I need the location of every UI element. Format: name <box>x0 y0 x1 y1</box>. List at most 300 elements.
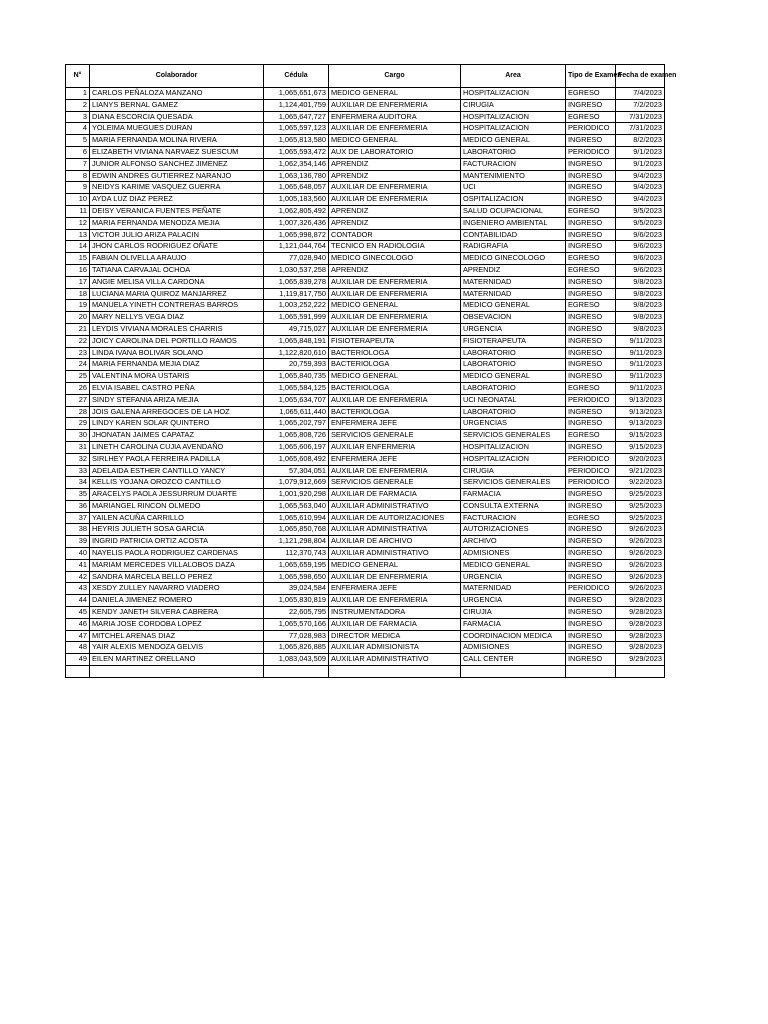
cell-fecha-examen: 9/4/2023 <box>616 182 665 194</box>
exam-register-table <box>65 64 677 678</box>
cell-cargo: MEDICO GENERAL <box>329 300 461 312</box>
cell-cedula: 57,304,051 <box>264 465 329 477</box>
table-row <box>66 229 665 241</box>
cell-tipo-examen: INGRESO <box>566 241 616 253</box>
cell-no: 15 <box>66 253 90 265</box>
cell-colaborador: ADELAIDA ESTHER CANTILLO YANCY <box>90 465 264 477</box>
header-cargo: Cargo <box>329 65 461 88</box>
cell-no: 36 <box>66 500 90 512</box>
table-row <box>66 441 665 453</box>
table-row <box>66 642 665 654</box>
cell-colaborador: KELLIS YOJANA OROZCO CANTILLO <box>90 477 264 489</box>
cell-area: MEDICO GENERAL <box>461 135 566 147</box>
table-row <box>66 123 665 135</box>
cell-tipo-examen: INGRESO <box>566 229 616 241</box>
cell-area: SALUD OCUPACIONAL <box>461 205 566 217</box>
cell-cargo: AUXILIAR ENFERMERIA <box>329 441 461 453</box>
cell-area: CALL CENTER <box>461 654 566 666</box>
cell-cedula: 1,065,634,707 <box>264 394 329 406</box>
cell-area: RADIGRAFIA <box>461 241 566 253</box>
cell-colaborador: NAYELIS PAOLA RODRIGUEZ CARDENAS <box>90 548 264 560</box>
cell-tipo-examen: EGRESO <box>566 205 616 217</box>
cell-cargo: AUXILIAR ADMINISTRATIVA <box>329 524 461 536</box>
cell-no: 6 <box>66 146 90 158</box>
header-row <box>66 65 665 88</box>
table-row <box>66 135 665 147</box>
cell-fecha-examen: 9/8/2023 <box>616 323 665 335</box>
cell-cedula: 1,065,563,040 <box>264 500 329 512</box>
cell-cargo: AUXILIAR DE ENFERMERIA <box>329 182 461 194</box>
cell-no: 42 <box>66 571 90 583</box>
table-row <box>66 371 665 383</box>
table-row <box>66 630 665 642</box>
cell-cargo: AUXILIAR ADMINISTRATIVO <box>329 500 461 512</box>
table-row <box>66 300 665 312</box>
cell-cargo: BACTERIOLOGA <box>329 359 461 371</box>
cell-cedula: 77,028,940 <box>264 253 329 265</box>
cell-tipo-examen: EGRESO <box>566 382 616 394</box>
cell-tipo-examen: EGRESO <box>566 430 616 442</box>
cell-tipo-examen: INGRESO <box>566 642 616 654</box>
cell-colaborador: YOLEIMA MUEGUES DURAN <box>90 123 264 135</box>
cell-cedula: 77,028,983 <box>264 630 329 642</box>
cell-fecha-examen: 9/25/2023 <box>616 489 665 501</box>
cell-cedula: 1,122,820,610 <box>264 347 329 359</box>
cell-fecha-examen: 9/4/2023 <box>616 170 665 182</box>
cell-fecha-examen: 9/5/2023 <box>616 217 665 229</box>
cell-no: 22 <box>66 335 90 347</box>
cell-cargo: ENFERMERA JEFE <box>329 453 461 465</box>
table-row <box>66 430 665 442</box>
cell-cargo: APRENDIZ <box>329 205 461 217</box>
cell-fecha-examen: 9/26/2023 <box>616 583 665 595</box>
cell-no: 1 <box>66 88 90 100</box>
cell-cargo: AUXILIAR DE FARMACIA <box>329 618 461 630</box>
cell-area: URGENCIA <box>461 323 566 335</box>
cell-area: CONSULTA EXTERNA <box>461 500 566 512</box>
cell-area: LABORATORIO <box>461 406 566 418</box>
cell-no: 27 <box>66 394 90 406</box>
cell-tipo-examen: INGRESO <box>566 489 616 501</box>
cell-cedula: 1,121,044,764 <box>264 241 329 253</box>
cell-no: 14 <box>66 241 90 253</box>
cell-colaborador: ELIZABETH VIVIANA NARVAEZ SUESCUM <box>90 146 264 158</box>
cell-fecha-examen <box>616 666 665 678</box>
cell-cedula: 1,065,651,673 <box>264 88 329 100</box>
cell-tipo-examen: EGRESO <box>566 253 616 265</box>
cell-tipo-examen: INGRESO <box>566 559 616 571</box>
table-row <box>66 335 665 347</box>
cell-colaborador: CARLOS PEÑALOZA MANZANO <box>90 88 264 100</box>
cell-area: CIRUJIA <box>461 607 566 619</box>
cell-cedula: 1,065,813,580 <box>264 135 329 147</box>
cell-fecha-examen: 9/26/2023 <box>616 571 665 583</box>
table-header <box>66 65 677 88</box>
cell-area: URGENCIA <box>461 571 566 583</box>
cell-no: 48 <box>66 642 90 654</box>
table-row <box>66 182 665 194</box>
cell-area: LABORATORIO <box>461 146 566 158</box>
table-row <box>66 512 665 524</box>
cell-no: 34 <box>66 477 90 489</box>
cell-tipo-examen: INGRESO <box>566 135 616 147</box>
cell-tipo-examen: PERIODICO <box>566 583 616 595</box>
cell-cedula: 1,065,608,492 <box>264 453 329 465</box>
cell-fecha-examen: 9/1/2023 <box>616 158 665 170</box>
cell-tipo-examen: INGRESO <box>566 288 616 300</box>
cell-cargo: BACTERIOLOGA <box>329 406 461 418</box>
cell-colaborador: SINDY STEFANIA ARIZA MEJIA <box>90 394 264 406</box>
cell-cargo: BACTERIOLOGA <box>329 382 461 394</box>
cell-tipo-examen: INGRESO <box>566 548 616 560</box>
cell-colaborador: LINETH CAROLINA CUJIA AVENDAÑO <box>90 441 264 453</box>
cell-no: 25 <box>66 371 90 383</box>
cell-tipo-examen: PERIODICO <box>566 394 616 406</box>
cell-cedula: 112,370,743 <box>264 548 329 560</box>
cell-area: FARMACIA <box>461 489 566 501</box>
cell-cargo: AUXILIAR DE ENFERMERIA <box>329 312 461 324</box>
table-row <box>66 524 665 536</box>
cell-area: HOSPITALIZACION <box>461 123 566 135</box>
table-row <box>66 323 665 335</box>
cell-colaborador: LUCIANA MARIA QUIROZ MANJARREZ <box>90 288 264 300</box>
cell-cargo: AUXILIAR ADMINISTRATIVO <box>329 654 461 666</box>
cell-fecha-examen: 9/6/2023 <box>616 241 665 253</box>
cell-colaborador: JHONATAN JAIMES CAPATAZ <box>90 430 264 442</box>
cell-tipo-examen: INGRESO <box>566 418 616 430</box>
cell-tipo-examen: PERIODICO <box>566 477 616 489</box>
cell-tipo-examen: EGRESO <box>566 300 616 312</box>
cell-fecha-examen: 9/22/2023 <box>616 477 665 489</box>
cell-colaborador: DEISY VERANICA FUENTES PEÑATE <box>90 205 264 217</box>
cell-area: ADMISIONES <box>461 642 566 654</box>
cell-no: 43 <box>66 583 90 595</box>
cell-tipo-examen: INGRESO <box>566 607 616 619</box>
table-row <box>66 571 665 583</box>
cell-cedula: 1,065,839,278 <box>264 276 329 288</box>
cell-no: 29 <box>66 418 90 430</box>
cell-fecha-examen: 8/2/2023 <box>616 135 665 147</box>
cell-area: MATERNIDAD <box>461 288 566 300</box>
cell-no: 37 <box>66 512 90 524</box>
cell-cargo: MEDICO GENERAL <box>329 371 461 383</box>
cell-colaborador: KENDY JANETH SILVERA CABRERA <box>90 607 264 619</box>
cell-area: INGENIERO AMBIENTAL <box>461 217 566 229</box>
cell-colaborador: VICTOR JULIO ARIZA PALACIN <box>90 229 264 241</box>
cell-no: 30 <box>66 430 90 442</box>
cell-fecha-examen: 9/11/2023 <box>616 371 665 383</box>
cell-cargo: AUXILIAR DE ENFERMERIA <box>329 123 461 135</box>
cell-cargo: MEDICO GENERAL <box>329 88 461 100</box>
header-no: N° <box>66 65 90 88</box>
table-row <box>66 382 665 394</box>
cell-no: 28 <box>66 406 90 418</box>
cell-colaborador: XESDY ZULLEY NAVARRO VIADERO <box>90 583 264 595</box>
cell-area <box>461 666 566 678</box>
cell-cedula: 1,065,826,885 <box>264 642 329 654</box>
cell-area: APRENDIZ <box>461 264 566 276</box>
cell-colaborador: ANGIE MELISA VILLA CARDONA <box>90 276 264 288</box>
cell-cedula: 1,065,998,872 <box>264 229 329 241</box>
table-row <box>66 170 665 182</box>
cell-area: MATERNIDAD <box>461 583 566 595</box>
cell-cargo: AUXILIAR DE ENFERMERIA <box>329 194 461 206</box>
cell-no: 33 <box>66 465 90 477</box>
cell-cargo: DIRECTOR MEDICA <box>329 630 461 642</box>
table-row <box>66 241 665 253</box>
cell-cedula: 1,065,659,195 <box>264 559 329 571</box>
cell-colaborador: LIANYS BERNAL GAMEZ <box>90 99 264 111</box>
cell-area: FISIOTERAPEUTA <box>461 335 566 347</box>
cell-fecha-examen: 9/28/2023 <box>616 595 665 607</box>
cell-cargo: AUXILIAR DE ENFERMERIA <box>329 323 461 335</box>
cell-cedula: 1,065,648,057 <box>264 182 329 194</box>
table-row <box>66 489 665 501</box>
table-row <box>66 194 665 206</box>
cell-no: 38 <box>66 524 90 536</box>
cell-cedula: 1,065,850,768 <box>264 524 329 536</box>
cell-area: HOSPITALIZACION <box>461 441 566 453</box>
table-row <box>66 359 665 371</box>
cell-fecha-examen: 9/26/2023 <box>616 536 665 548</box>
cell-cargo: AUXILIAR DE ARCHIVO <box>329 536 461 548</box>
cell-area: URGENCIAS <box>461 418 566 430</box>
table-row <box>66 394 665 406</box>
cell-tipo-examen: INGRESO <box>566 182 616 194</box>
cell-no: 18 <box>66 288 90 300</box>
cell-tipo-examen: EGRESO <box>566 264 616 276</box>
table-row <box>66 264 665 276</box>
cell-fecha-examen: 7/4/2023 <box>616 88 665 100</box>
cell-cargo <box>329 666 461 678</box>
cell-colaborador <box>90 666 264 678</box>
cell-fecha-examen: 9/29/2023 <box>616 654 665 666</box>
cell-cedula: 1,065,570,166 <box>264 618 329 630</box>
cell-no: 32 <box>66 453 90 465</box>
cell-area: MANTENIMIENTO <box>461 170 566 182</box>
cell-colaborador: TATIANA CARVAJAL OCHOA <box>90 264 264 276</box>
cell-fecha-examen: 9/5/2023 <box>616 205 665 217</box>
cell-cedula: 1,065,598,650 <box>264 571 329 583</box>
cell-cargo: ENFERMERA AUDITORA <box>329 111 461 123</box>
cell-colaborador: FABIAN OLIVELLA ARAUJO <box>90 253 264 265</box>
cell-area: URGENCIA <box>461 595 566 607</box>
cell-area: MEDICO GENERAL <box>461 300 566 312</box>
table-row <box>66 99 665 111</box>
cell-no: 40 <box>66 548 90 560</box>
cell-cargo: APRENDIZ <box>329 264 461 276</box>
cell-fecha-examen: 9/13/2023 <box>616 418 665 430</box>
cell-colaborador: JUNIOR ALFONSO SANCHEZ JIMENEZ <box>90 158 264 170</box>
cell-cedula: 1,065,606,197 <box>264 441 329 453</box>
cell-no: 26 <box>66 382 90 394</box>
table-row <box>66 618 665 630</box>
cell-no: 31 <box>66 441 90 453</box>
cell-colaborador: EDWIN ANDRES GUTIERREZ NARANJO <box>90 170 264 182</box>
cell-fecha-examen: 9/25/2023 <box>616 512 665 524</box>
cell-cargo: MEDICO GENERAL <box>329 559 461 571</box>
cell-colaborador: YAIR ALEXIS MENDOZA GELVIS <box>90 642 264 654</box>
cell-area: FACTURACION <box>461 512 566 524</box>
cell-no: 10 <box>66 194 90 206</box>
table-row <box>66 288 665 300</box>
cell-area: FARMACIA <box>461 618 566 630</box>
table-row <box>66 465 665 477</box>
cell-fecha-examen: 9/1/2023 <box>616 146 665 158</box>
cell-no: 49 <box>66 654 90 666</box>
cell-cedula: 1,083,043,509 <box>264 654 329 666</box>
cell-colaborador: DIANA ESCORCIA QUESADA <box>90 111 264 123</box>
cell-area: UCI <box>461 182 566 194</box>
cell-fecha-examen: 9/28/2023 <box>616 630 665 642</box>
cell-tipo-examen: INGRESO <box>566 347 616 359</box>
cell-area: CIRUGIA <box>461 465 566 477</box>
cell-no: 47 <box>66 630 90 642</box>
cell-area: MEDICO GENERAL <box>461 371 566 383</box>
cell-cargo: APRENDIZ <box>329 217 461 229</box>
cell-no: 12 <box>66 217 90 229</box>
cell-cedula: 1,119,817,750 <box>264 288 329 300</box>
cell-fecha-examen: 9/28/2023 <box>616 618 665 630</box>
cell-no: 45 <box>66 607 90 619</box>
table-row <box>66 500 665 512</box>
cell-fecha-examen: 9/11/2023 <box>616 382 665 394</box>
cell-cedula: 1,005,183,560 <box>264 194 329 206</box>
cell-fecha-examen: 9/6/2023 <box>616 264 665 276</box>
cell-cedula: 1,030,537,258 <box>264 264 329 276</box>
cell-cedula: 1,065,830,819 <box>264 595 329 607</box>
cell-colaborador: MITCHEL ARENAS DIAZ <box>90 630 264 642</box>
cell-colaborador: MANUELA YINETH CONTRERAS BARROS <box>90 300 264 312</box>
cell-fecha-examen: 9/28/2023 <box>616 607 665 619</box>
cell-tipo-examen: PERIODICO <box>566 146 616 158</box>
table-row <box>66 217 665 229</box>
cell-area: MATERNIDAD <box>461 276 566 288</box>
cell-cedula: 1,065,840,735 <box>264 371 329 383</box>
cell-cedula: 1,065,591,999 <box>264 312 329 324</box>
cell-tipo-examen: INGRESO <box>566 312 616 324</box>
cell-cedula: 1,065,611,440 <box>264 406 329 418</box>
cell-fecha-examen: 9/8/2023 <box>616 312 665 324</box>
cell-cargo: AUXILIAR DE ENFERMERIA <box>329 595 461 607</box>
table-row <box>66 666 665 678</box>
cell-cedula: 1,065,848,191 <box>264 335 329 347</box>
cell-tipo-examen <box>566 666 616 678</box>
cell-tipo-examen: INGRESO <box>566 217 616 229</box>
cell-colaborador: INGRID PATRICIA ORTIZ ACOSTA <box>90 536 264 548</box>
cell-fecha-examen: 9/13/2023 <box>616 406 665 418</box>
cell-cedula: 1,003,252,222 <box>264 300 329 312</box>
cell-area: COORDINACION MEDICA <box>461 630 566 642</box>
cell-area: OBSEVACION <box>461 312 566 324</box>
cell-cedula: 39,024,584 <box>264 583 329 595</box>
table-row <box>66 595 665 607</box>
cell-area: LABORATORIO <box>461 359 566 371</box>
cell-cedula <box>264 666 329 678</box>
cell-cargo: SERVICIOS GENERALE <box>329 477 461 489</box>
header-colaborador: Colaborador <box>90 65 264 88</box>
cell-no: 16 <box>66 264 90 276</box>
cell-cargo: INSTRUMENTADORA <box>329 607 461 619</box>
cell-cedula: 1,121,298,804 <box>264 536 329 548</box>
cell-area: ADMISIONES <box>461 548 566 560</box>
cell-no <box>66 666 90 678</box>
cell-cedula: 1,124,401,759 <box>264 99 329 111</box>
cell-tipo-examen: INGRESO <box>566 630 616 642</box>
header-cedula: Cédula <box>264 65 329 88</box>
cell-area: LABORATORIO <box>461 382 566 394</box>
table-row <box>66 111 665 123</box>
cell-cedula: 1,063,136,780 <box>264 170 329 182</box>
cell-tipo-examen: PERIODICO <box>566 453 616 465</box>
cell-tipo-examen: INGRESO <box>566 595 616 607</box>
cell-cargo: AUXILIAR DE ENFERMERIA <box>329 465 461 477</box>
cell-colaborador: VALENTINA MORA USTARIS <box>90 371 264 383</box>
cell-no: 23 <box>66 347 90 359</box>
cell-tipo-examen: INGRESO <box>566 441 616 453</box>
cell-colaborador: JOICY CAROLINA DEL PORTILLO RAMOS <box>90 335 264 347</box>
cell-tipo-examen: INGRESO <box>566 359 616 371</box>
table-row <box>66 548 665 560</box>
cell-tipo-examen: INGRESO <box>566 536 616 548</box>
cell-cargo: AUXILIAR DE AUTORIZACIONES <box>329 512 461 524</box>
cell-cedula: 20,759,393 <box>264 359 329 371</box>
cell-area: SERVICIOS GENERALES <box>461 430 566 442</box>
cell-area: MEDICO GENERAL <box>461 559 566 571</box>
cell-no: 13 <box>66 229 90 241</box>
cell-tipo-examen: INGRESO <box>566 571 616 583</box>
table-row <box>66 88 665 100</box>
cell-fecha-examen: 9/25/2023 <box>616 500 665 512</box>
cell-fecha-examen: 9/8/2023 <box>616 300 665 312</box>
cell-cedula: 1,062,805,492 <box>264 205 329 217</box>
cell-cedula: 1,065,202,797 <box>264 418 329 430</box>
cell-colaborador: LEYDIS VIVIANA MORALES CHARRIS <box>90 323 264 335</box>
cell-colaborador: LINDY KAREN SOLAR QUINTERO <box>90 418 264 430</box>
cell-fecha-examen: 9/4/2023 <box>616 194 665 206</box>
cell-area: SERVICIOS GENERALES <box>461 477 566 489</box>
cell-tipo-examen: PERIODICO <box>566 123 616 135</box>
cell-tipo-examen: INGRESO <box>566 406 616 418</box>
cell-no: 19 <box>66 300 90 312</box>
cell-cedula: 1,065,597,123 <box>264 123 329 135</box>
table-row <box>66 607 665 619</box>
cell-colaborador: AYDA LUZ DIAZ PEREZ <box>90 194 264 206</box>
cell-area: ARCHIVO <box>461 536 566 548</box>
cell-colaborador: SIRLHEY PAOLA FERREIRA PADILLA <box>90 453 264 465</box>
cell-colaborador: MARIANGEL RINCON OLMEDO <box>90 500 264 512</box>
cell-cargo: MEDICO GENERAL <box>329 135 461 147</box>
table-row <box>66 312 665 324</box>
cell-no: 9 <box>66 182 90 194</box>
cell-fecha-examen: 9/6/2023 <box>616 253 665 265</box>
cell-cedula: 1,007,326,436 <box>264 217 329 229</box>
cell-area: HOSPITALIZACION <box>461 88 566 100</box>
header-tipo-examen: Tipo de Examen <box>566 65 616 88</box>
cell-tipo-examen: INGRESO <box>566 323 616 335</box>
cell-fecha-examen: 9/26/2023 <box>616 524 665 536</box>
cell-cedula: 1,001,920,298 <box>264 489 329 501</box>
cell-colaborador: MARIA FERNANDA MENODZA MEJIA <box>90 217 264 229</box>
cell-colaborador: EILEN MARTINEZ ORELLANO <box>90 654 264 666</box>
cell-fecha-examen: 9/11/2023 <box>616 347 665 359</box>
cell-tipo-examen: EGRESO <box>566 111 616 123</box>
cell-cedula: 1,065,647,727 <box>264 111 329 123</box>
cell-tipo-examen: EGRESO <box>566 88 616 100</box>
table-row <box>66 418 665 430</box>
cell-cargo: AUXILIAR DE FARMACIA <box>329 489 461 501</box>
cell-fecha-examen: 9/6/2023 <box>616 229 665 241</box>
